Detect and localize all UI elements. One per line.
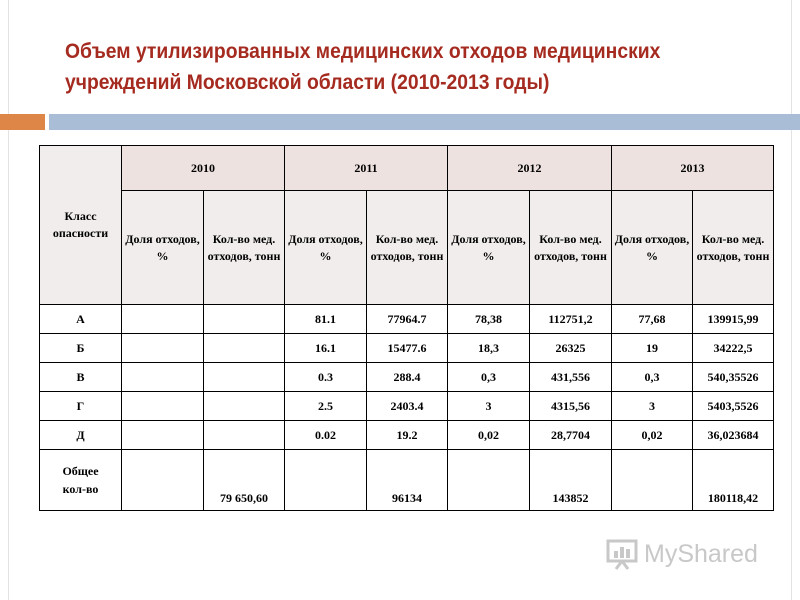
value-cell: 81.1 [285,305,367,334]
class-cell: В [40,363,122,392]
class-header [40,146,122,305]
value-cell: 28,7704 [530,421,612,450]
share-header-2011: Доля отходов, % [285,191,367,305]
qty-header-2012: Кол-во мед. отходов, тонн [530,191,612,305]
total-cell [122,450,204,511]
value-cell [204,421,285,450]
accent-band-orange [0,114,45,130]
table-body [40,305,774,450]
value-cell: 78,38 [448,305,530,334]
value-cell: 112751,2 [530,305,612,334]
value-cell: 26325 [530,334,612,363]
qty-header-2013: Кол-во мед. отходов, тонн [693,191,774,305]
class-cell: Г [40,392,122,421]
value-cell [122,305,204,334]
year-header-2011: 2011 [285,146,448,191]
value-cell: 16.1 [285,334,367,363]
slide-title-line-1: Объем утилизированных медицинских отходов медицинских [65,40,661,63]
share-header-2010: Доля отходов, % [122,191,204,305]
total-cell [612,450,693,511]
total-cell: 96134 [367,450,448,511]
value-cell: 0,02 [448,421,530,450]
value-cell: 4315,56 [530,392,612,421]
value-cell: 15477.6 [367,334,448,363]
slide-title [65,36,709,98]
value-cell [204,363,285,392]
watermark-logo [606,538,758,570]
value-cell: 3 [612,392,693,421]
total-cell [285,450,367,511]
value-cell: 0,02 [612,421,693,450]
watermark-text: MyShared [644,539,758,568]
value-cell [204,334,285,363]
qty-header-2010: Кол-во мед. отходов, тонн [204,191,285,305]
share-header-2012: Доля отходов, % [448,191,530,305]
total-cell: 79 650,60 [204,450,285,511]
value-cell [122,392,204,421]
presentation-board-icon [606,538,638,570]
waste-table [39,145,774,511]
value-cell [122,363,204,392]
table-row [40,363,774,392]
value-cell: 540,35526 [693,363,774,392]
table-row [40,305,774,334]
value-cell: 139915,99 [693,305,774,334]
value-cell [204,392,285,421]
value-cell: 0,3 [612,363,693,392]
class-cell: Б [40,334,122,363]
value-cell [204,305,285,334]
year-header-2010: 2010 [122,146,285,191]
slide-border-left [8,0,9,600]
value-cell: 0.3 [285,363,367,392]
value-cell [122,334,204,363]
class-header-label: Класс опасности [52,209,109,240]
qty-header-2011: Кол-во мед. отходов, тонн [367,191,448,305]
total-label: Общее кол-во [40,450,122,511]
value-cell: 5403,5526 [693,392,774,421]
value-cell: 19.2 [367,421,448,450]
accent-band-blue [49,114,800,130]
total-cell [448,450,530,511]
value-cell: 2403.4 [367,392,448,421]
table-row [40,392,774,421]
value-cell: 19 [612,334,693,363]
table-row [40,334,774,363]
value-cell: 0,3 [448,363,530,392]
value-cell [122,421,204,450]
value-cell: 288.4 [367,363,448,392]
share-header-2013: Доля отходов, % [612,191,693,305]
year-header-2012: 2012 [448,146,612,191]
class-cell: А [40,305,122,334]
total-cell: 180118,42 [693,450,774,511]
value-cell: 77964.7 [367,305,448,334]
slide-title-line-2: учреждений Московской области (2010-2013 годы) [65,71,550,94]
total-row [40,450,774,511]
table-row [40,421,774,450]
value-cell: 18,3 [448,334,530,363]
value-cell: 36,023684 [693,421,774,450]
value-cell: 431,556 [530,363,612,392]
total-cell: 143852 [530,450,612,511]
slide-border-right [791,0,792,600]
value-cell: 3 [448,392,530,421]
value-cell: 2.5 [285,392,367,421]
year-header-2013: 2013 [612,146,774,191]
class-cell: Д [40,421,122,450]
value-cell: 34222,5 [693,334,774,363]
value-cell: 0.02 [285,421,367,450]
value-cell: 77,68 [612,305,693,334]
